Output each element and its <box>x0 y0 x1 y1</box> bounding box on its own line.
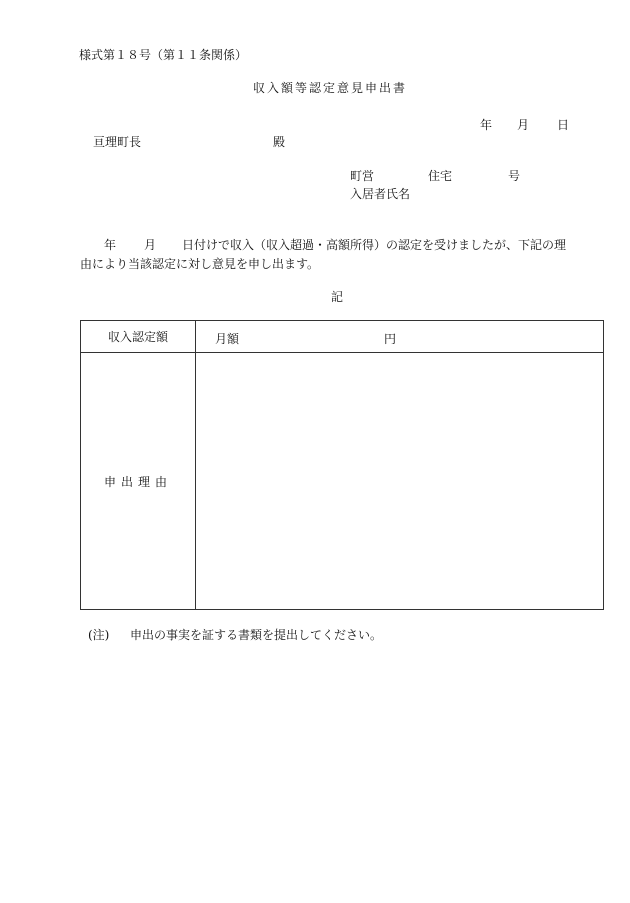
housing-number-suffix: 号 <box>508 169 521 183</box>
document-title: 収入額等認定意見申出書 <box>252 81 407 95</box>
monthly-label: 月額 <box>215 332 240 346</box>
note-mark: (注) <box>88 628 110 642</box>
note-text: 申出の事実を証する書類を提出してください。 <box>130 628 383 642</box>
body-paragraph-line2: 由により当該認定に対し意見を申し出ます。 <box>80 257 320 271</box>
housing-type-label: 住宅 <box>428 169 453 183</box>
date-year-label: 年 <box>480 118 493 132</box>
body-year: 年 <box>104 238 117 252</box>
housing-label: 町営 <box>350 169 375 183</box>
addressee-honorific: 殿 <box>273 135 286 149</box>
reason-text-field[interactable] <box>196 353 604 610</box>
date-day-label: 日 <box>557 118 570 132</box>
reason-label-cell: 申出理由 <box>81 353 196 610</box>
body-line1-text: 日付けで収入（収入超過・高額所得）の認定を受けましたが、下記の理 <box>182 238 567 252</box>
resident-name-label: 入居者氏名 <box>350 187 411 201</box>
date-month-label: 月 <box>517 118 530 132</box>
income-value-field[interactable] <box>196 321 604 353</box>
body-paragraph-line1 <box>80 238 566 252</box>
income-label-cell: 収入認定額 <box>81 321 196 353</box>
reason-row <box>81 353 604 610</box>
addressee-name: 亘理町長 <box>93 135 142 149</box>
income-row <box>81 321 604 353</box>
form-number: 様式第１８号（第１１条関係） <box>79 48 248 62</box>
body-month: 月 <box>144 238 157 252</box>
ki-heading: 記 <box>331 290 344 304</box>
yen-label: 円 <box>384 332 397 346</box>
declaration-table <box>80 320 604 610</box>
